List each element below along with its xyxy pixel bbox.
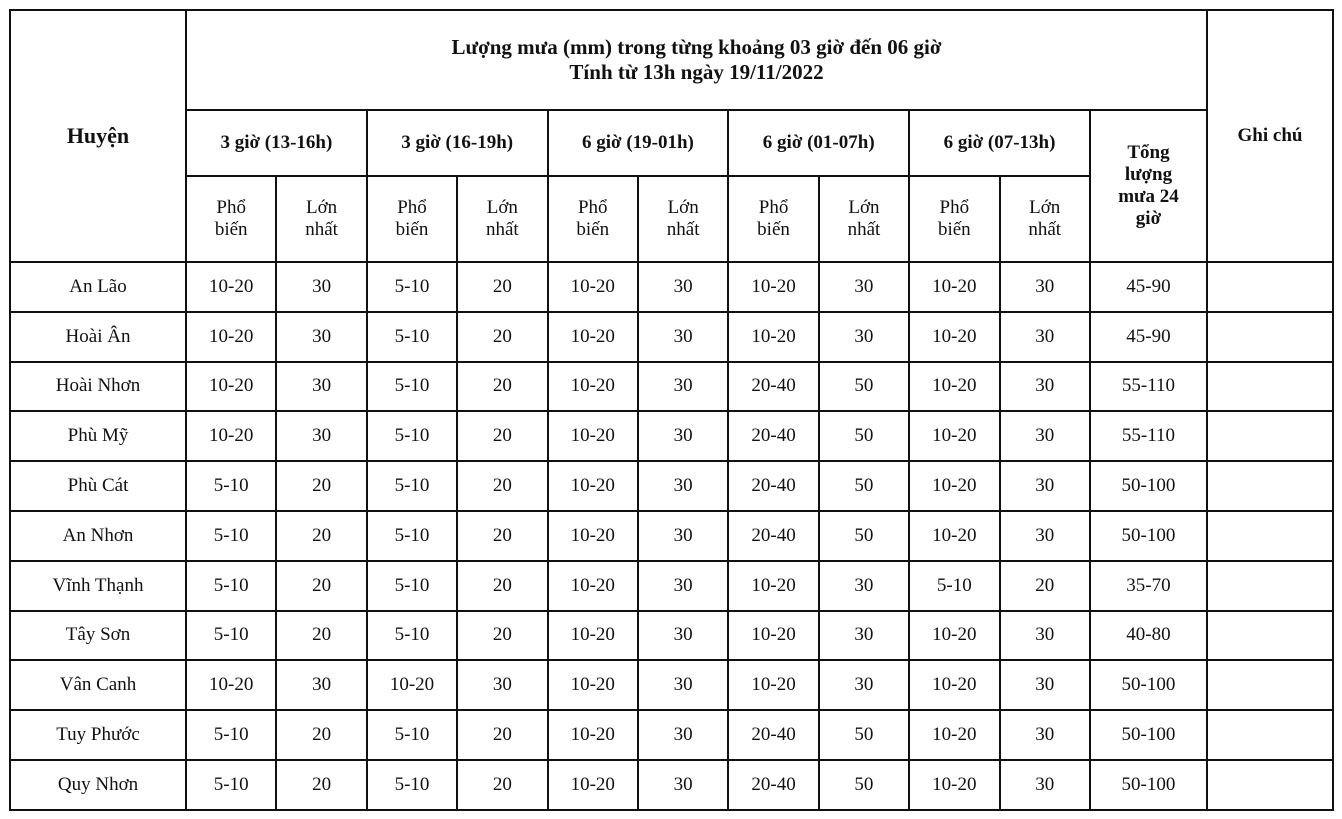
max-cell: 30 (638, 760, 728, 810)
total-cell: 40-80 (1090, 611, 1207, 661)
district-header: Huyện (10, 10, 186, 262)
common-cell: 10-20 (728, 312, 818, 362)
sub-header-common-line: Phổ (758, 197, 789, 218)
max-cell: 30 (1000, 411, 1090, 461)
common-cell: 10-20 (909, 660, 999, 710)
max-cell: 30 (276, 312, 366, 362)
common-cell: 5-10 (186, 710, 276, 760)
max-cell: 20 (457, 312, 547, 362)
common-cell: 10-20 (728, 611, 818, 661)
common-cell: 10-20 (548, 511, 638, 561)
max-cell: 30 (276, 660, 366, 710)
max-cell: 20 (457, 262, 547, 312)
total-cell: 50-100 (1090, 710, 1207, 760)
sub-header-common (548, 176, 638, 262)
max-cell: 30 (819, 262, 909, 312)
note-cell (1207, 710, 1333, 760)
common-cell: 10-20 (548, 760, 638, 810)
common-cell: 10-20 (186, 362, 276, 412)
max-cell: 50 (819, 511, 909, 561)
table-row (10, 461, 1333, 511)
district-cell: An Nhơn (10, 511, 186, 561)
common-cell: 5-10 (367, 561, 457, 611)
sub-header-max (638, 176, 728, 262)
common-cell: 10-20 (186, 312, 276, 362)
district-cell: Vĩnh Thạnh (10, 561, 186, 611)
max-cell: 30 (638, 262, 728, 312)
max-cell: 30 (276, 411, 366, 461)
total-cell: 50-100 (1090, 760, 1207, 810)
table-row (10, 312, 1333, 362)
max-cell: 20 (276, 710, 366, 760)
sub-header-max-line: nhất (305, 219, 338, 240)
common-cell: 5-10 (367, 262, 457, 312)
district-cell: Tuy Phước (10, 710, 186, 760)
total-header (1090, 110, 1207, 262)
max-cell: 50 (819, 461, 909, 511)
common-cell: 20-40 (728, 710, 818, 760)
max-cell: 30 (1000, 710, 1090, 760)
sub-header-common (909, 176, 999, 262)
max-cell: 30 (638, 312, 728, 362)
sub-header-max-line: Lớn (667, 197, 699, 218)
max-cell: 30 (638, 710, 728, 760)
note-cell (1207, 312, 1333, 362)
common-cell: 20-40 (728, 511, 818, 561)
common-cell: 10-20 (909, 262, 999, 312)
max-cell: 30 (1000, 312, 1090, 362)
table-row (10, 411, 1333, 461)
common-cell: 10-20 (367, 660, 457, 710)
max-cell: 30 (638, 362, 728, 412)
max-cell: 20 (276, 561, 366, 611)
common-cell: 20-40 (728, 461, 818, 511)
max-cell: 30 (638, 611, 728, 661)
note-cell (1207, 760, 1333, 810)
max-cell: 30 (638, 461, 728, 511)
note-cell (1207, 660, 1333, 710)
sub-header-max-line: Lớn (848, 197, 880, 218)
sub-header-max-line: nhất (666, 219, 700, 240)
common-cell: 10-20 (548, 262, 638, 312)
common-cell: 5-10 (367, 312, 457, 362)
common-cell: 5-10 (367, 362, 457, 412)
table-row (10, 611, 1333, 661)
max-cell: 20 (457, 611, 547, 661)
common-cell: 10-20 (909, 710, 999, 760)
max-cell: 20 (276, 760, 366, 810)
sub-header-max (819, 176, 909, 262)
rainfall-table (9, 9, 1334, 811)
max-cell: 30 (457, 660, 547, 710)
max-cell: 30 (819, 660, 909, 710)
max-cell: 30 (1000, 362, 1090, 412)
district-cell: Hoài Nhơn (10, 362, 186, 412)
total-cell: 55-110 (1090, 411, 1207, 461)
max-cell: 20 (457, 411, 547, 461)
max-cell: 50 (819, 710, 909, 760)
common-cell: 5-10 (367, 760, 457, 810)
common-cell: 10-20 (548, 461, 638, 511)
sub-header-max (457, 176, 547, 262)
common-cell: 10-20 (909, 511, 999, 561)
max-cell: 20 (457, 710, 547, 760)
sub-header-max-line: nhất (486, 219, 519, 240)
sub-header-common-line: Phổ (216, 197, 246, 218)
common-cell: 10-20 (728, 660, 818, 710)
note-cell (1207, 262, 1333, 312)
max-cell: 50 (819, 362, 909, 412)
district-cell: Hoài Ân (10, 312, 186, 362)
max-cell: 20 (1000, 561, 1090, 611)
max-cell: 30 (819, 561, 909, 611)
note-header: Ghi chú (1207, 10, 1333, 262)
title-line-2: Tính từ 13h ngày 19/11/2022 (569, 60, 824, 84)
max-cell: 30 (638, 660, 728, 710)
table-row (10, 660, 1333, 710)
sub-header-common (728, 176, 818, 262)
common-cell: 20-40 (728, 411, 818, 461)
common-cell: 5-10 (186, 561, 276, 611)
total-cell: 50-100 (1090, 660, 1207, 710)
common-cell: 20-40 (728, 760, 818, 810)
district-cell: An Lão (10, 262, 186, 312)
max-cell: 20 (457, 760, 547, 810)
table-row (10, 362, 1333, 412)
district-cell: Vân Canh (10, 660, 186, 710)
total-cell: 45-90 (1090, 312, 1207, 362)
group-header: 6 giờ (01-07h) (728, 110, 909, 176)
sub-header-common (186, 176, 276, 262)
sub-header-common-line: biến (214, 219, 248, 240)
max-cell: 30 (1000, 611, 1090, 661)
sub-header-common-line: Phổ (397, 197, 427, 218)
common-cell: 10-20 (548, 411, 638, 461)
max-cell: 20 (276, 511, 366, 561)
sub-header-max (276, 176, 366, 262)
max-cell: 30 (1000, 461, 1090, 511)
common-cell: 10-20 (186, 411, 276, 461)
max-cell: 30 (819, 611, 909, 661)
common-cell: 10-20 (548, 710, 638, 760)
common-cell: 10-20 (728, 561, 818, 611)
sub-header-max (1000, 176, 1090, 262)
sub-header-common (367, 176, 457, 262)
district-cell: Phù Cát (10, 461, 186, 511)
common-cell: 10-20 (909, 611, 999, 661)
sub-header-common-line: Phổ (577, 197, 608, 218)
max-cell: 30 (276, 362, 366, 412)
max-cell: 50 (819, 760, 909, 810)
common-cell: 10-20 (909, 760, 999, 810)
sub-header-common-line: Phổ (939, 197, 970, 218)
sub-header-common-line: biến (937, 219, 971, 240)
max-cell: 20 (457, 461, 547, 511)
common-cell: 20-40 (728, 362, 818, 412)
common-cell: 5-10 (367, 710, 457, 760)
max-cell: 30 (1000, 760, 1090, 810)
sub-header-max-line: Lớn (306, 197, 338, 218)
sub-header-max-line: nhất (847, 219, 881, 240)
common-cell: 10-20 (548, 312, 638, 362)
total-header-label: Tổng lượng mưa 24 giờ (1118, 142, 1179, 229)
common-cell: 10-20 (186, 660, 276, 710)
common-cell: 5-10 (186, 511, 276, 561)
note-cell (1207, 511, 1333, 561)
sub-header-max-line: Lớn (486, 197, 518, 218)
total-cell: 45-90 (1090, 262, 1207, 312)
max-cell: 20 (457, 362, 547, 412)
district-cell: Quy Nhơn (10, 760, 186, 810)
max-cell: 20 (457, 511, 547, 561)
max-cell: 30 (819, 312, 909, 362)
district-cell: Phù Mỹ (10, 411, 186, 461)
common-cell: 10-20 (728, 262, 818, 312)
common-cell: 10-20 (548, 660, 638, 710)
sub-header-common-line: biến (395, 219, 429, 240)
table-row (10, 561, 1333, 611)
sub-header-max-line: nhất (1028, 219, 1062, 240)
common-cell: 5-10 (186, 760, 276, 810)
common-cell: 5-10 (367, 511, 457, 561)
total-cell: 55-110 (1090, 362, 1207, 412)
max-cell: 30 (1000, 511, 1090, 561)
max-cell: 30 (1000, 262, 1090, 312)
sub-header-common-line: biến (576, 219, 610, 240)
max-cell: 20 (276, 461, 366, 511)
common-cell: 10-20 (186, 262, 276, 312)
max-cell: 30 (638, 411, 728, 461)
table-row (10, 760, 1333, 810)
note-cell (1207, 411, 1333, 461)
table-row (10, 262, 1333, 312)
table-title (186, 10, 1207, 110)
max-cell: 30 (1000, 660, 1090, 710)
title-line-1: Lượng mưa (mm) trong từng khoảng 03 giờ đến 06 giờ (451, 35, 942, 59)
group-header: 3 giờ (13-16h) (186, 110, 367, 176)
note-cell (1207, 362, 1333, 412)
max-cell: 20 (276, 611, 366, 661)
common-cell: 5-10 (909, 561, 999, 611)
common-cell: 10-20 (909, 461, 999, 511)
max-cell: 30 (276, 262, 366, 312)
group-header: 6 giờ (19-01h) (548, 110, 729, 176)
total-cell: 50-100 (1090, 461, 1207, 511)
note-cell (1207, 611, 1333, 661)
total-cell: 50-100 (1090, 511, 1207, 561)
table-row (10, 710, 1333, 760)
total-cell: 35-70 (1090, 561, 1207, 611)
group-header: 6 giờ (07-13h) (909, 110, 1090, 176)
district-cell: Tây Sơn (10, 611, 186, 661)
common-cell: 5-10 (367, 461, 457, 511)
max-cell: 50 (819, 411, 909, 461)
max-cell: 20 (457, 561, 547, 611)
note-cell (1207, 561, 1333, 611)
common-cell: 10-20 (909, 312, 999, 362)
max-cell: 30 (638, 511, 728, 561)
common-cell: 5-10 (186, 611, 276, 661)
note-cell (1207, 461, 1333, 511)
common-cell: 10-20 (548, 561, 638, 611)
group-header: 3 giờ (16-19h) (367, 110, 548, 176)
sub-header-common-line: biến (757, 219, 790, 240)
common-cell: 10-20 (548, 611, 638, 661)
max-cell: 30 (638, 561, 728, 611)
common-cell: 10-20 (548, 362, 638, 412)
common-cell: 10-20 (909, 411, 999, 461)
sub-header-max-line: Lớn (1029, 197, 1061, 218)
common-cell: 5-10 (186, 461, 276, 511)
table-row (10, 511, 1333, 561)
common-cell: 10-20 (909, 362, 999, 412)
common-cell: 5-10 (367, 611, 457, 661)
common-cell: 5-10 (367, 411, 457, 461)
